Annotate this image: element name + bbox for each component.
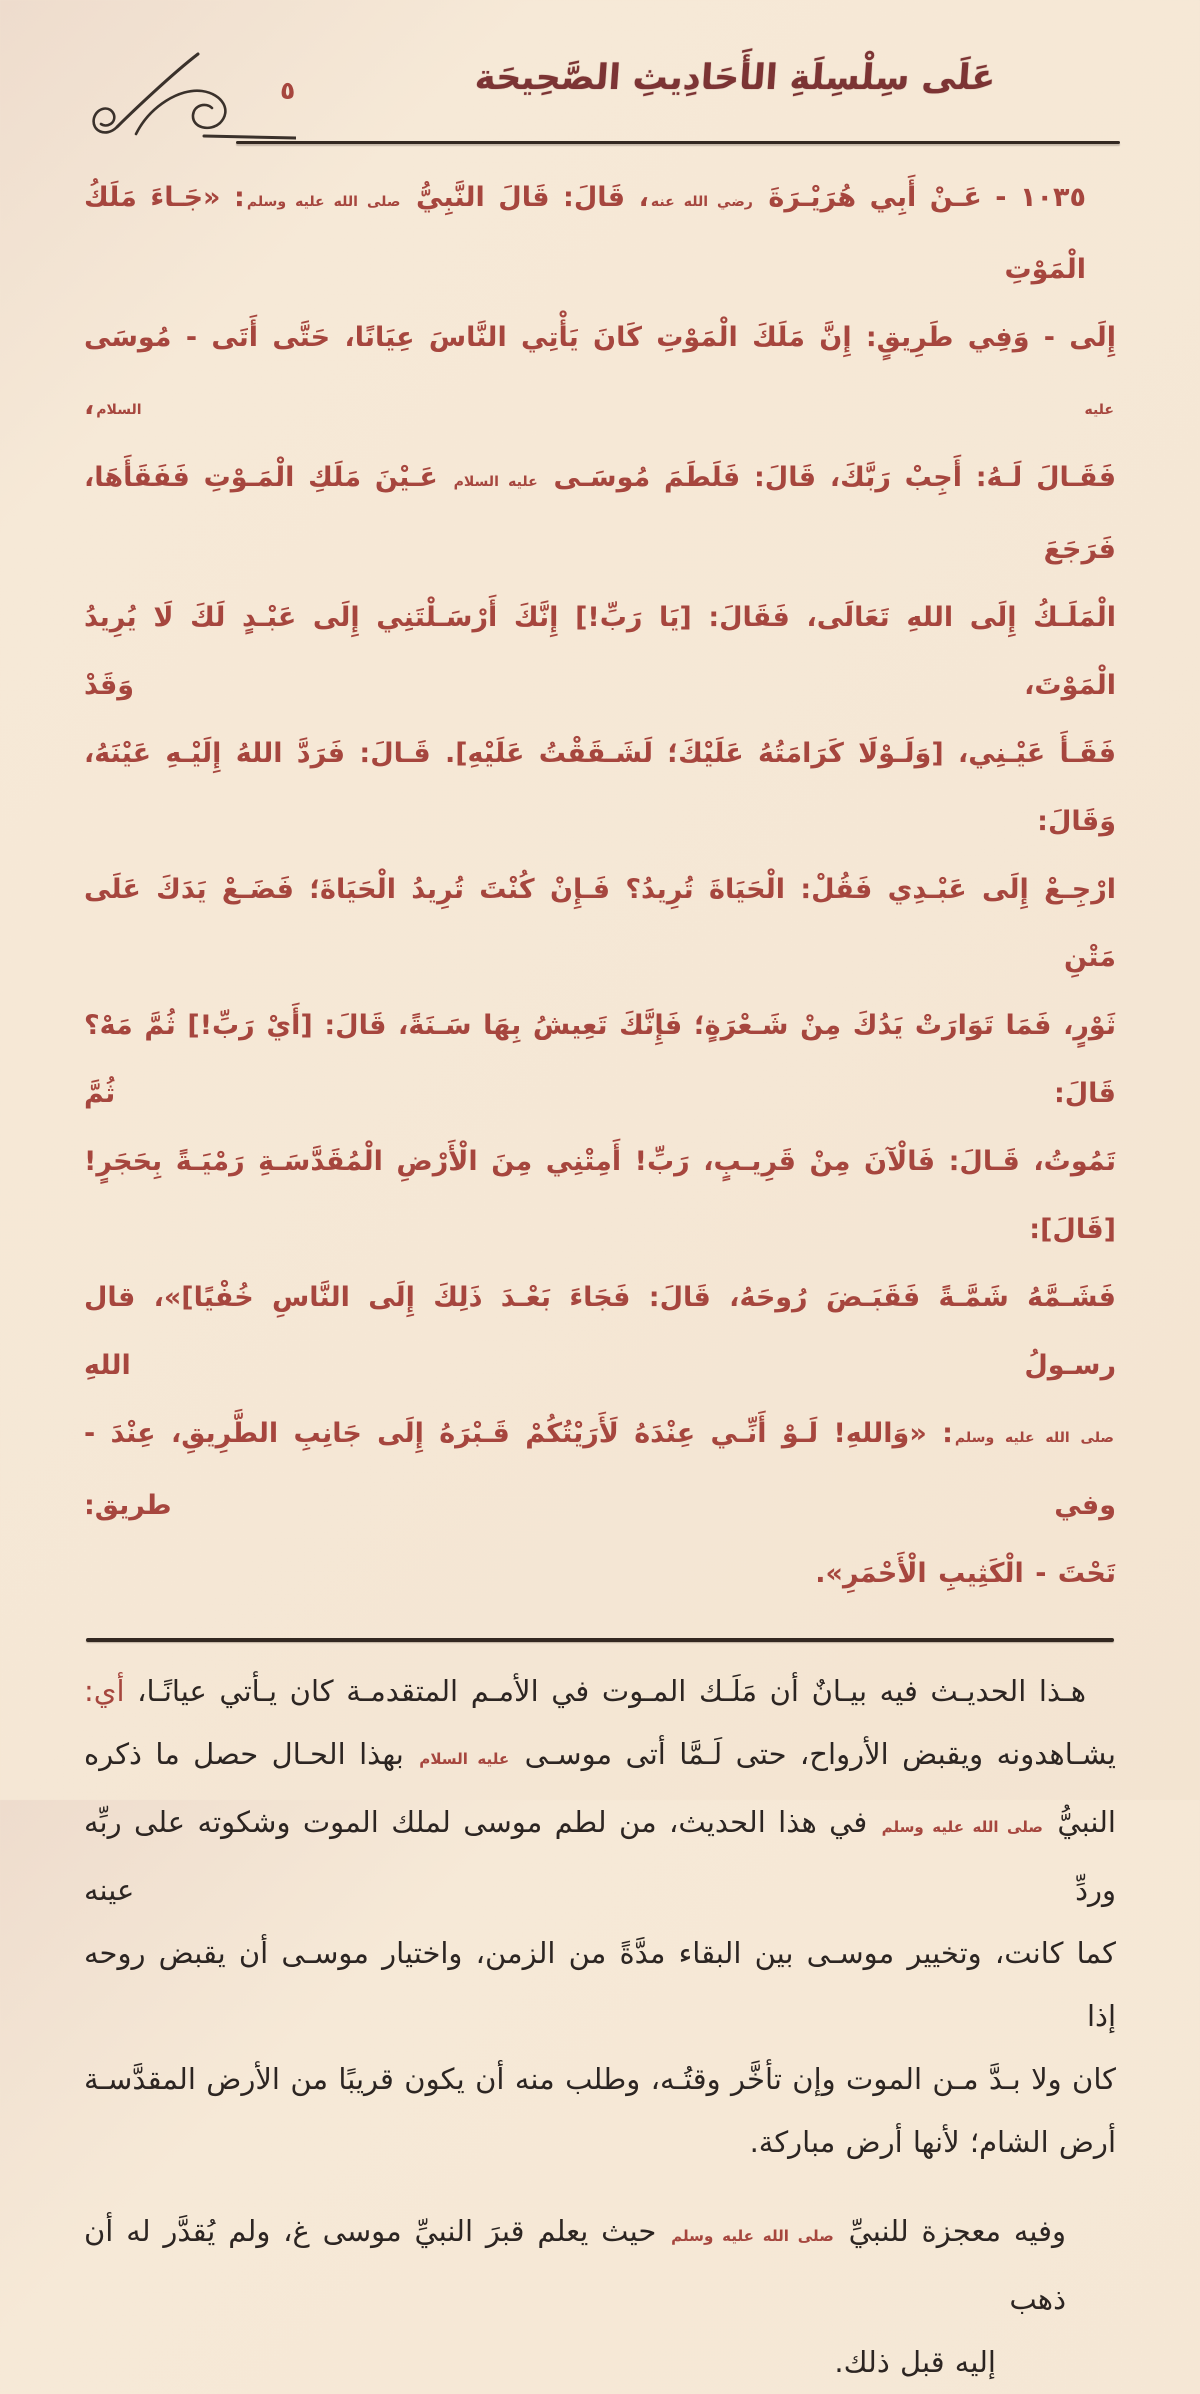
text-segment: تَحْتَ - الْكَثِيبِ الْأَحْمَرِ». [815, 1558, 1116, 1589]
text-segment: فَشَـمَّهُ شَمَّـةً فَقَبَـضَ رُوحَهُ، قَالَ: فَجَاءَ بَعْـدَ ذَلِكَ إِلَى النَّاسِ خُفْيًا]»، قال رسـولُ اللهِ [84, 1282, 1116, 1381]
text-segment: هـذا الحديـث فيه بيـانٌ أن مَلَـك المـوت في الأمـم المتقدمـة كان يـأتي عيانًـا، [124, 1674, 1086, 1708]
text-line [84, 2331, 1116, 2394]
header-title: عَلَى سِلْسِلَةِ الأَحَادِيثِ الصَّحِيحَة [473, 58, 997, 98]
text-segment: كان ولا بـدَّ مـن الموت وإن تأخَّر وقتُـه، وطلب منه أن يكون قريبًا من الأرض المقدَّسـة [84, 2062, 1116, 2096]
honorific-ligature: عليه السلام [419, 1750, 510, 1768]
honorific-ligature: صلى الله عليه وسلم [671, 2227, 834, 2245]
text-segment: حيث يعلم قبرَ النبيِّ موسى غ، ولم يُقدَّر له أن ذهب [84, 2214, 1066, 2316]
text-segment: فَقَـالَ لَـهُ: أَجِبْ رَبَّكَ، قَالَ: فَلَطَمَ مُوسَـى [539, 462, 1116, 493]
text-line [84, 2200, 1116, 2331]
text-segment: في هذا الحديث، من لطم موسى لملك الموت وشكوته على ربِّه وردِّ عينه [84, 1805, 1116, 1907]
text-line [84, 1922, 1116, 2048]
text-line [84, 856, 1116, 992]
text-segment: : «جَـاءَ مَلَكُ الْمَوْتِ [84, 182, 1086, 285]
header-rule [236, 141, 1120, 144]
hadith-text [84, 164, 1116, 1608]
text-line [84, 1128, 1116, 1264]
text-segment: ثَوْرٍ، فَمَا تَوَارَتْ يَدُكَ مِنْ شَـعْرَةٍ؛ فَإِنَّكَ تَعِيشُ بِهَا سَـنَةً، قَالَ: [أَيْ رَبِّ!] ثُمَّ مَهْ؟ قَالَ: ثُمَّ [84, 1010, 1116, 1109]
honorific-ligature: عليه السلام [453, 474, 538, 490]
flourish-icon [86, 46, 296, 150]
text-line [84, 1540, 1116, 1608]
text-line [84, 1660, 1116, 1723]
text-line [84, 992, 1116, 1128]
honorific-ligature: عليه السلام [96, 402, 1114, 418]
text-line [84, 1791, 1116, 1922]
text-segment: ، قَالَ: قَالَ النَّبِيُّ [402, 182, 649, 213]
text-segment: يشـاهدونه ويقبض الأرواح، حتى لَـمَّا أتى موسـى [511, 1737, 1116, 1771]
honorific-ligature: صلى الله عليه وسلم [881, 1818, 1043, 1836]
text-segment: فَقَـأَ عَيْـنِي، [وَلَـوْلَا كَرَامَتُهُ عَلَيْكَ؛ لَشَـقَقْتُ عَلَيْهِ]. قَـالَ: فَرَدَّ اللهُ إِلَيْـهِ عَيْنَهُ، وَقَالَ: [84, 738, 1116, 837]
text-segment: إليه قبل ذلك. [834, 2345, 996, 2379]
text-segment: أرض الشام؛ لأنها أرض مباركة. [749, 2125, 1116, 2159]
commentary-text [84, 1660, 1116, 2394]
text-segment: بهذا الحـال حصل ما ذكره [84, 1737, 418, 1771]
page-header [0, 0, 1200, 150]
text-segment: ارْجِـعْ إِلَى عَبْـدِي فَقُلْ: الْحَيَاةَ تُرِيدُ؟ فَـإِنْ كُنْتَ تُرِيدُ الْحَيَاةَ؛ فَضَـعْ يَدَكَ عَلَى مَتْنِ [84, 874, 1116, 973]
text-segment: عَـيْنَ مَلَكِ الْمَـوْتِ فَفَقَأَهَا، فَرَجَعَ [84, 462, 1116, 565]
text-line [84, 1400, 1116, 1540]
honorific-ligature: رضي الله عنه [650, 194, 753, 210]
text-segment: ١٠٣٥ - عَـنْ أَبِي هُرَيْـرَةَ [754, 182, 1086, 213]
text-line [84, 2111, 1116, 2174]
page-body [0, 164, 1200, 2394]
text-line [84, 444, 1116, 584]
text-segment: وفيه معجزة للنبيِّ [835, 2214, 1066, 2248]
text-segment: النبيُّ [1045, 1805, 1116, 1839]
text-line [84, 2048, 1116, 2111]
text-segment: إِلَى - وَفِي طَرِيقٍ: إِنَّ مَلَكَ الْمَوْتِ كَانَ يَأْتِي النَّاسَ عِيَانًا، حَتَّى أَتَى - مُوسَى [84, 322, 1116, 353]
text-segment: أي: [84, 1674, 125, 1708]
text-segment: تَمُوتُ، قَـالَ: فَالْآنَ مِنْ قَرِيـبٍ، رَبِّ! أَمِتْنِي مِنَ الْأَرْضِ الْمُقَدَّسَـةِ رَمْيَـةً بِحَجَرٍ! [قَالَ]: [84, 1146, 1116, 1245]
text-line [84, 584, 1116, 720]
text-line [84, 720, 1116, 856]
text-line [84, 304, 1116, 444]
text-segment: كما كانت، وتخيير موسـى بين البقاء مدَّةً من الزمن، واختيار موسـى أن يقبض روحه إذا [84, 1936, 1116, 2033]
text-segment: ، [84, 390, 95, 421]
text-line [84, 164, 1116, 304]
honorific-ligature: صلى الله عليه وسلم [246, 194, 401, 210]
page-number: ٥ [280, 76, 296, 105]
text-line [84, 1264, 1116, 1400]
honorific-ligature: صلى الله عليه وسلم [954, 1430, 1114, 1446]
commentary-paragraph [84, 1660, 1116, 2174]
text-segment: : «وَاللهِ! لَـوْ أَنِّـي عِنْدَهُ لَأَرَيْتُكُمْ قَـبْرَهُ إِلَى جَانِبِ الطَّرِيقِ، عِنْدَ - وفي طريق: [84, 1418, 1116, 1521]
section-divider [86, 1638, 1114, 1642]
commentary-paragraph [84, 2200, 1116, 2394]
text-segment: الْمَلَـكُ إِلَى اللهِ تَعَالَى، فَقَالَ: [يَا رَبِّ!] إِنَّكَ أَرْسَـلْتَنِي إِلَى عَبْـدٍ لَكَ لَا يُرِيدُ الْمَوْتَ، وَقَدْ [84, 602, 1116, 701]
text-line [84, 1723, 1116, 1791]
